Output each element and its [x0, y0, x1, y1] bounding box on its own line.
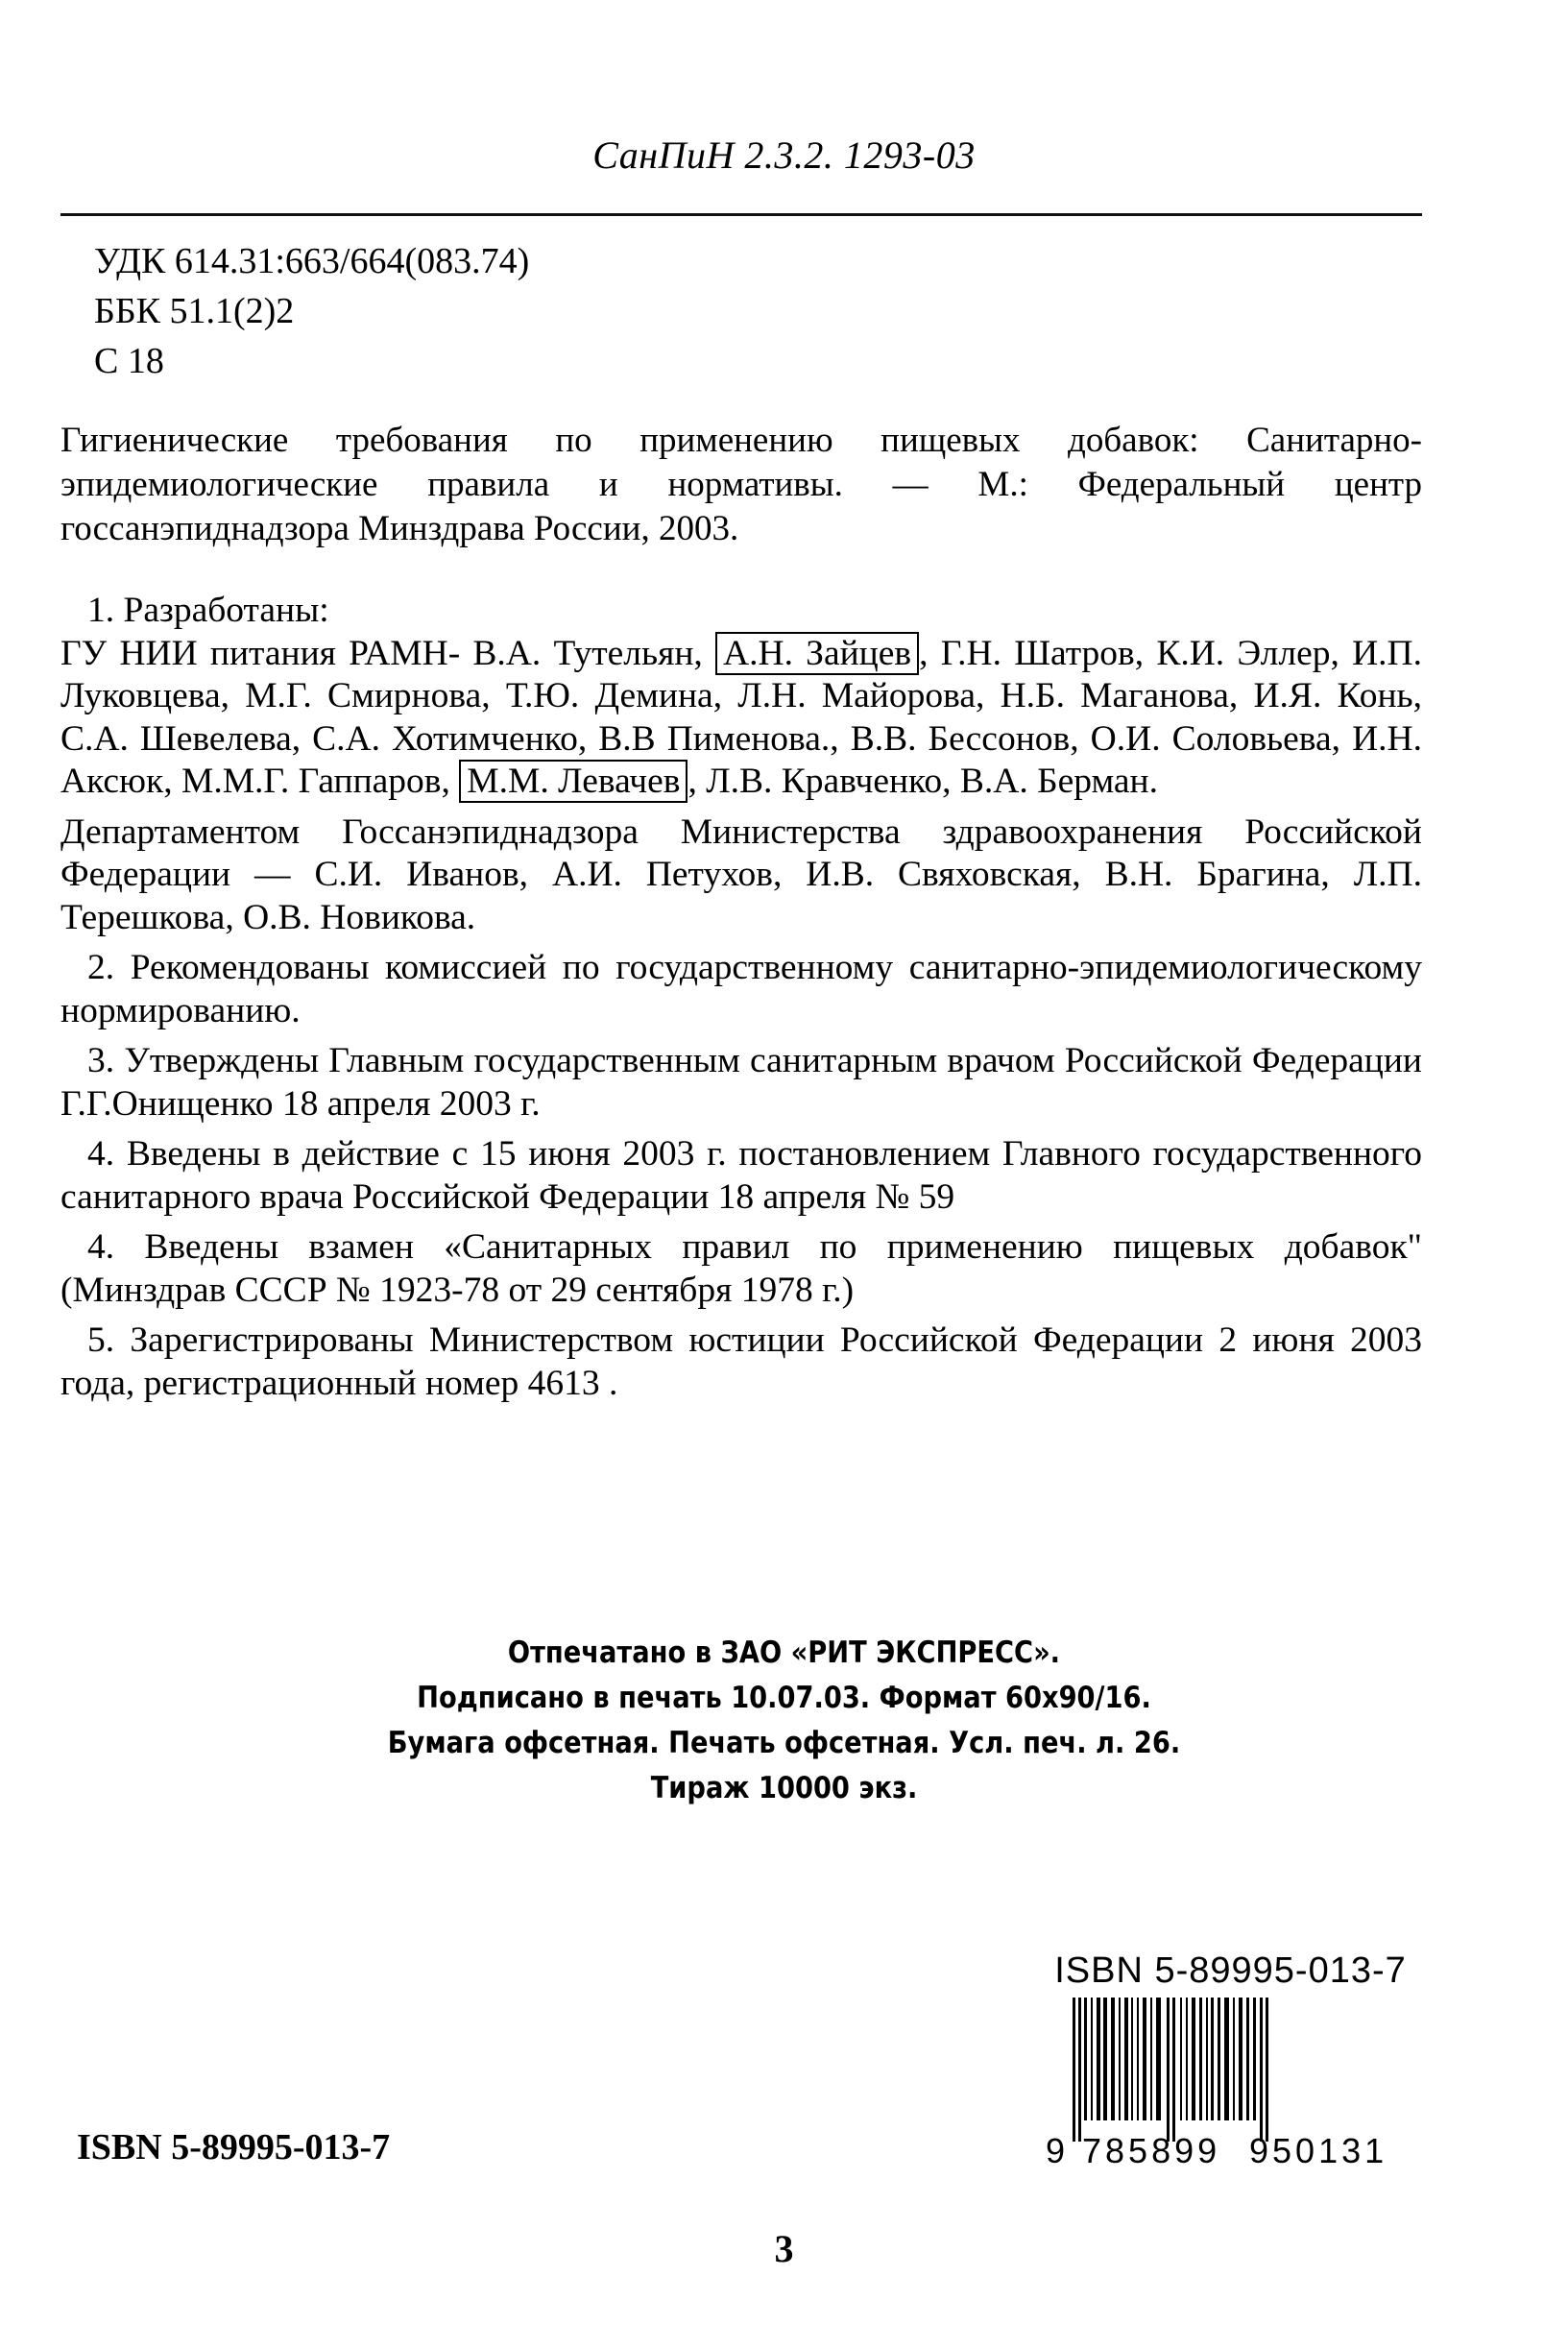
author-mark: С 18: [94, 341, 164, 381]
developers-intro: ГУ НИИ питания РАМН- В.А. Тутельян,: [60, 633, 716, 673]
imprint-circulation: Тираж 10000 экз.: [650, 1771, 918, 1805]
bibliographic-entry: Гигиенические требования по применению пищевых добавок: Санитарно-эпидемиологические правила и нормативы. — М.: Федеральный центр госсанэпиднадзора Минздрава России, 2003.: [60, 421, 1422, 548]
imprint-printer: Отпечатано в ЗАО «РИТ ЭКСПРЕСС».: [507, 1635, 1061, 1670]
printing-imprint: [94, 1631, 1474, 1811]
item-recommended: 2. Рекомендованы комиссией по государственному санитарно-эпидемиологическому нормированию.: [60, 948, 1422, 1030]
imprint-paper: Бумага офсетная. Печать офсетная. Усл. печ. л. 26.: [387, 1726, 1181, 1760]
barcode-isbn-label: ISBN 5-89995-013-7: [1054, 1950, 1407, 1991]
isbn-text: ISBN 5-89995-013-7: [77, 2127, 391, 2168]
page-number: 3: [774, 2227, 794, 2270]
barcode-right-digits: 950131: [1249, 2131, 1388, 2170]
barcode-icon: [1036, 1998, 1425, 2170]
udk-code: УДК 614.31:663/664(083.74): [94, 241, 530, 281]
running-header: СанПиН 2.3.2. 1293-03: [592, 133, 976, 177]
header-rule: [60, 213, 1422, 216]
imprint-signed: Подписано в печать 10.07.03. Формат 60х90/16.: [417, 1681, 1151, 1715]
barcode-first-digit: 9: [1046, 2131, 1066, 2170]
developers-middle: , Г.Н. Шатров, К.И. Эллер, И.П. Луковцева, М.Г. Смирнова, Т.Ю. Демина, Л.Н. Майорова, Н.Б. Маганова, И.Я. Конь, С.А. Шевелева, С.А. Хотимченко, В.В Пименова., В.В. Бессонов, О.И. Соловьева, И.Н. Аксюк, М.М.Г. Гаппаров,: [60, 633, 1422, 801]
item-effective: 4. Введены в действие с 15 июня 2003 г. постановлением Главного государственного санитарного врача Российской Федерации 18 апреля № 59: [60, 1134, 1422, 1217]
developed-heading: 1. Разработаны:: [87, 591, 329, 630]
item-registered: 5. Зарегистрированы Министерством юстиции Российской Федерации 2 июня 2003 года, регистрационный номер 4613 .: [60, 1320, 1422, 1403]
isbn-barcode-block: [1036, 1950, 1425, 2170]
credits-section: [60, 590, 1422, 1405]
developers-list: [60, 633, 1422, 804]
boxed-name-zaytsev: А.Н. Зайцев: [715, 632, 919, 675]
boxed-name-levachev: М.М. Левачев: [459, 760, 688, 803]
department-credits: Департаментом Госсанэпиднадзора Министерства здравоохранения Российской Федерации — С.И. Иванов, А.И. Петухов, И.В. Свяховская, В.Н. Брагина, Л.П. Терешкова, О.В. Новикова.: [60, 811, 1422, 937]
item-replaces: 4. Введены взамен «Санитарных правил по применению пищевых добавок" (Минздрав СССР № 1923-78 от 29 сентября 1978 г.): [60, 1227, 1422, 1310]
developers-end: , Л.В. Кравченко, В.А. Берман.: [688, 762, 1159, 801]
barcode-left-digits: 785899: [1082, 2131, 1221, 2170]
bbk-code: ББК 51.1(2)2: [94, 291, 295, 331]
classification-codes: [94, 236, 529, 386]
item-approved: 3. Утверждены Главным государственным санитарным врачом Российской Федерации Г.Г.Онищенко 18 апреля 2003 г.: [60, 1041, 1422, 1124]
